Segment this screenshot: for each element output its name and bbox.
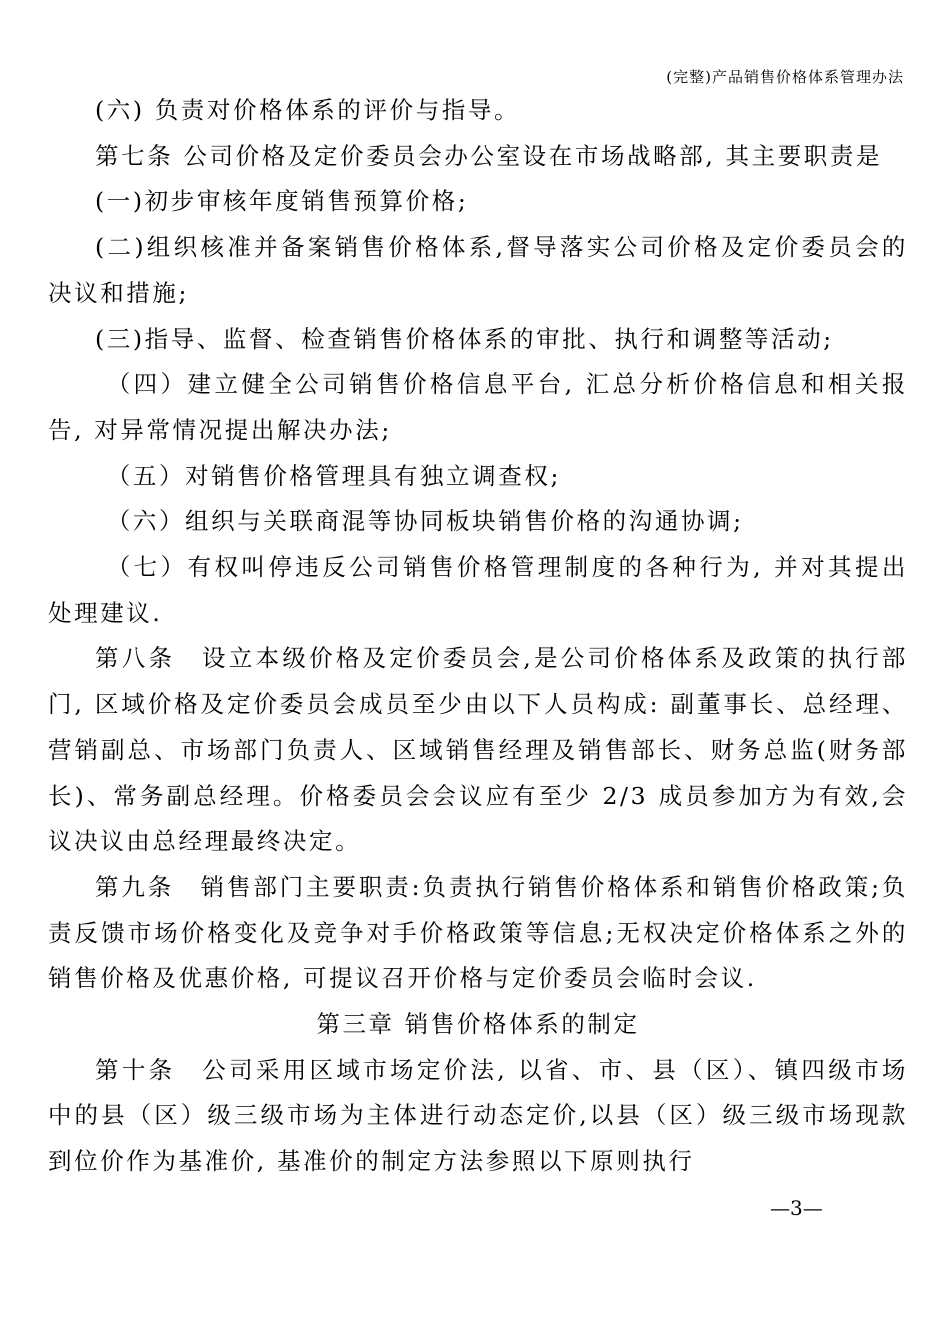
paragraph-article-7-item-4: （四）建立健全公司销售价格信息平台, 汇总分析价格信息和相关报告, 对异常情况提出解决办法;: [48, 370, 908, 444]
paragraph-article-7-item-6: （六）组织与关联商混等协同板块销售价格的沟通协调;: [106, 507, 744, 536]
paragraph-article-9: 第九条 销售部门主要职责:负责执行销售价格体系和销售价格政策;负责反馈市场价格变化及竞争对手价格政策等信息;无权决定价格体系之外的销售价格及优惠价格, 可提议召开价格与定价委员会临时会议.: [48, 872, 908, 993]
paragraph-article-10: 第十条 公司采用区域市场定价法, 以省、市、县（区）、镇四级市场中的县（区）级三级市场为主体进行动态定价,以县（区）级三级市场现款到位价作为基准价, 基准价的制定方法参照以下原则执行: [48, 1055, 908, 1176]
paragraph-article-7-item-2: (二)组织核准并备案销售价格体系,督导落实公司价格及定价委员会的决议和措施;: [48, 233, 908, 307]
document-body: [48, 88, 908, 1185]
paragraph-article-7-item-5: （五）对销售价格管理具有独立调查权;: [106, 461, 561, 490]
paragraph-item-6-evaluation: (六) 负责对价格体系的评价与指导。: [95, 96, 521, 124]
paragraph-article-7-item-3: (三)指导、监督、检查销售价格体系的审批、执行和调整等活动;: [95, 324, 834, 353]
document-header-title: (完整)产品销售价格体系管理办法: [666, 68, 904, 86]
paragraph-article-7-item-7: （七）有权叫停违反公司销售价格管理制度的各种行为, 并对其提出处理建议.: [48, 553, 908, 627]
chapter-heading: 第三章 销售价格体系的制定: [316, 1010, 640, 1039]
page-number: —3—: [770, 1196, 823, 1220]
paragraph-article-7-item-1: (一)初步审核年度销售预算价格;: [95, 187, 469, 216]
paragraph-article-8: 第八条 设立本级价格及定价委员会,是公司价格体系及政策的执行部门, 区域价格及定价委员会成员至少由以下人员构成: 副董事长、总经理、营销副总、市场部门负责人、区域销售经理及销售部长、财务总监(财务部长)、常务副总经理。价格委员会会议应有至少 2/3 成员参加方为有效,会议决议由总经理最终决定。: [48, 644, 908, 856]
paragraph-article-7: 第七条 公司价格及定价委员会办公室设在市场战略部, 其主要职责是: [95, 141, 883, 170]
